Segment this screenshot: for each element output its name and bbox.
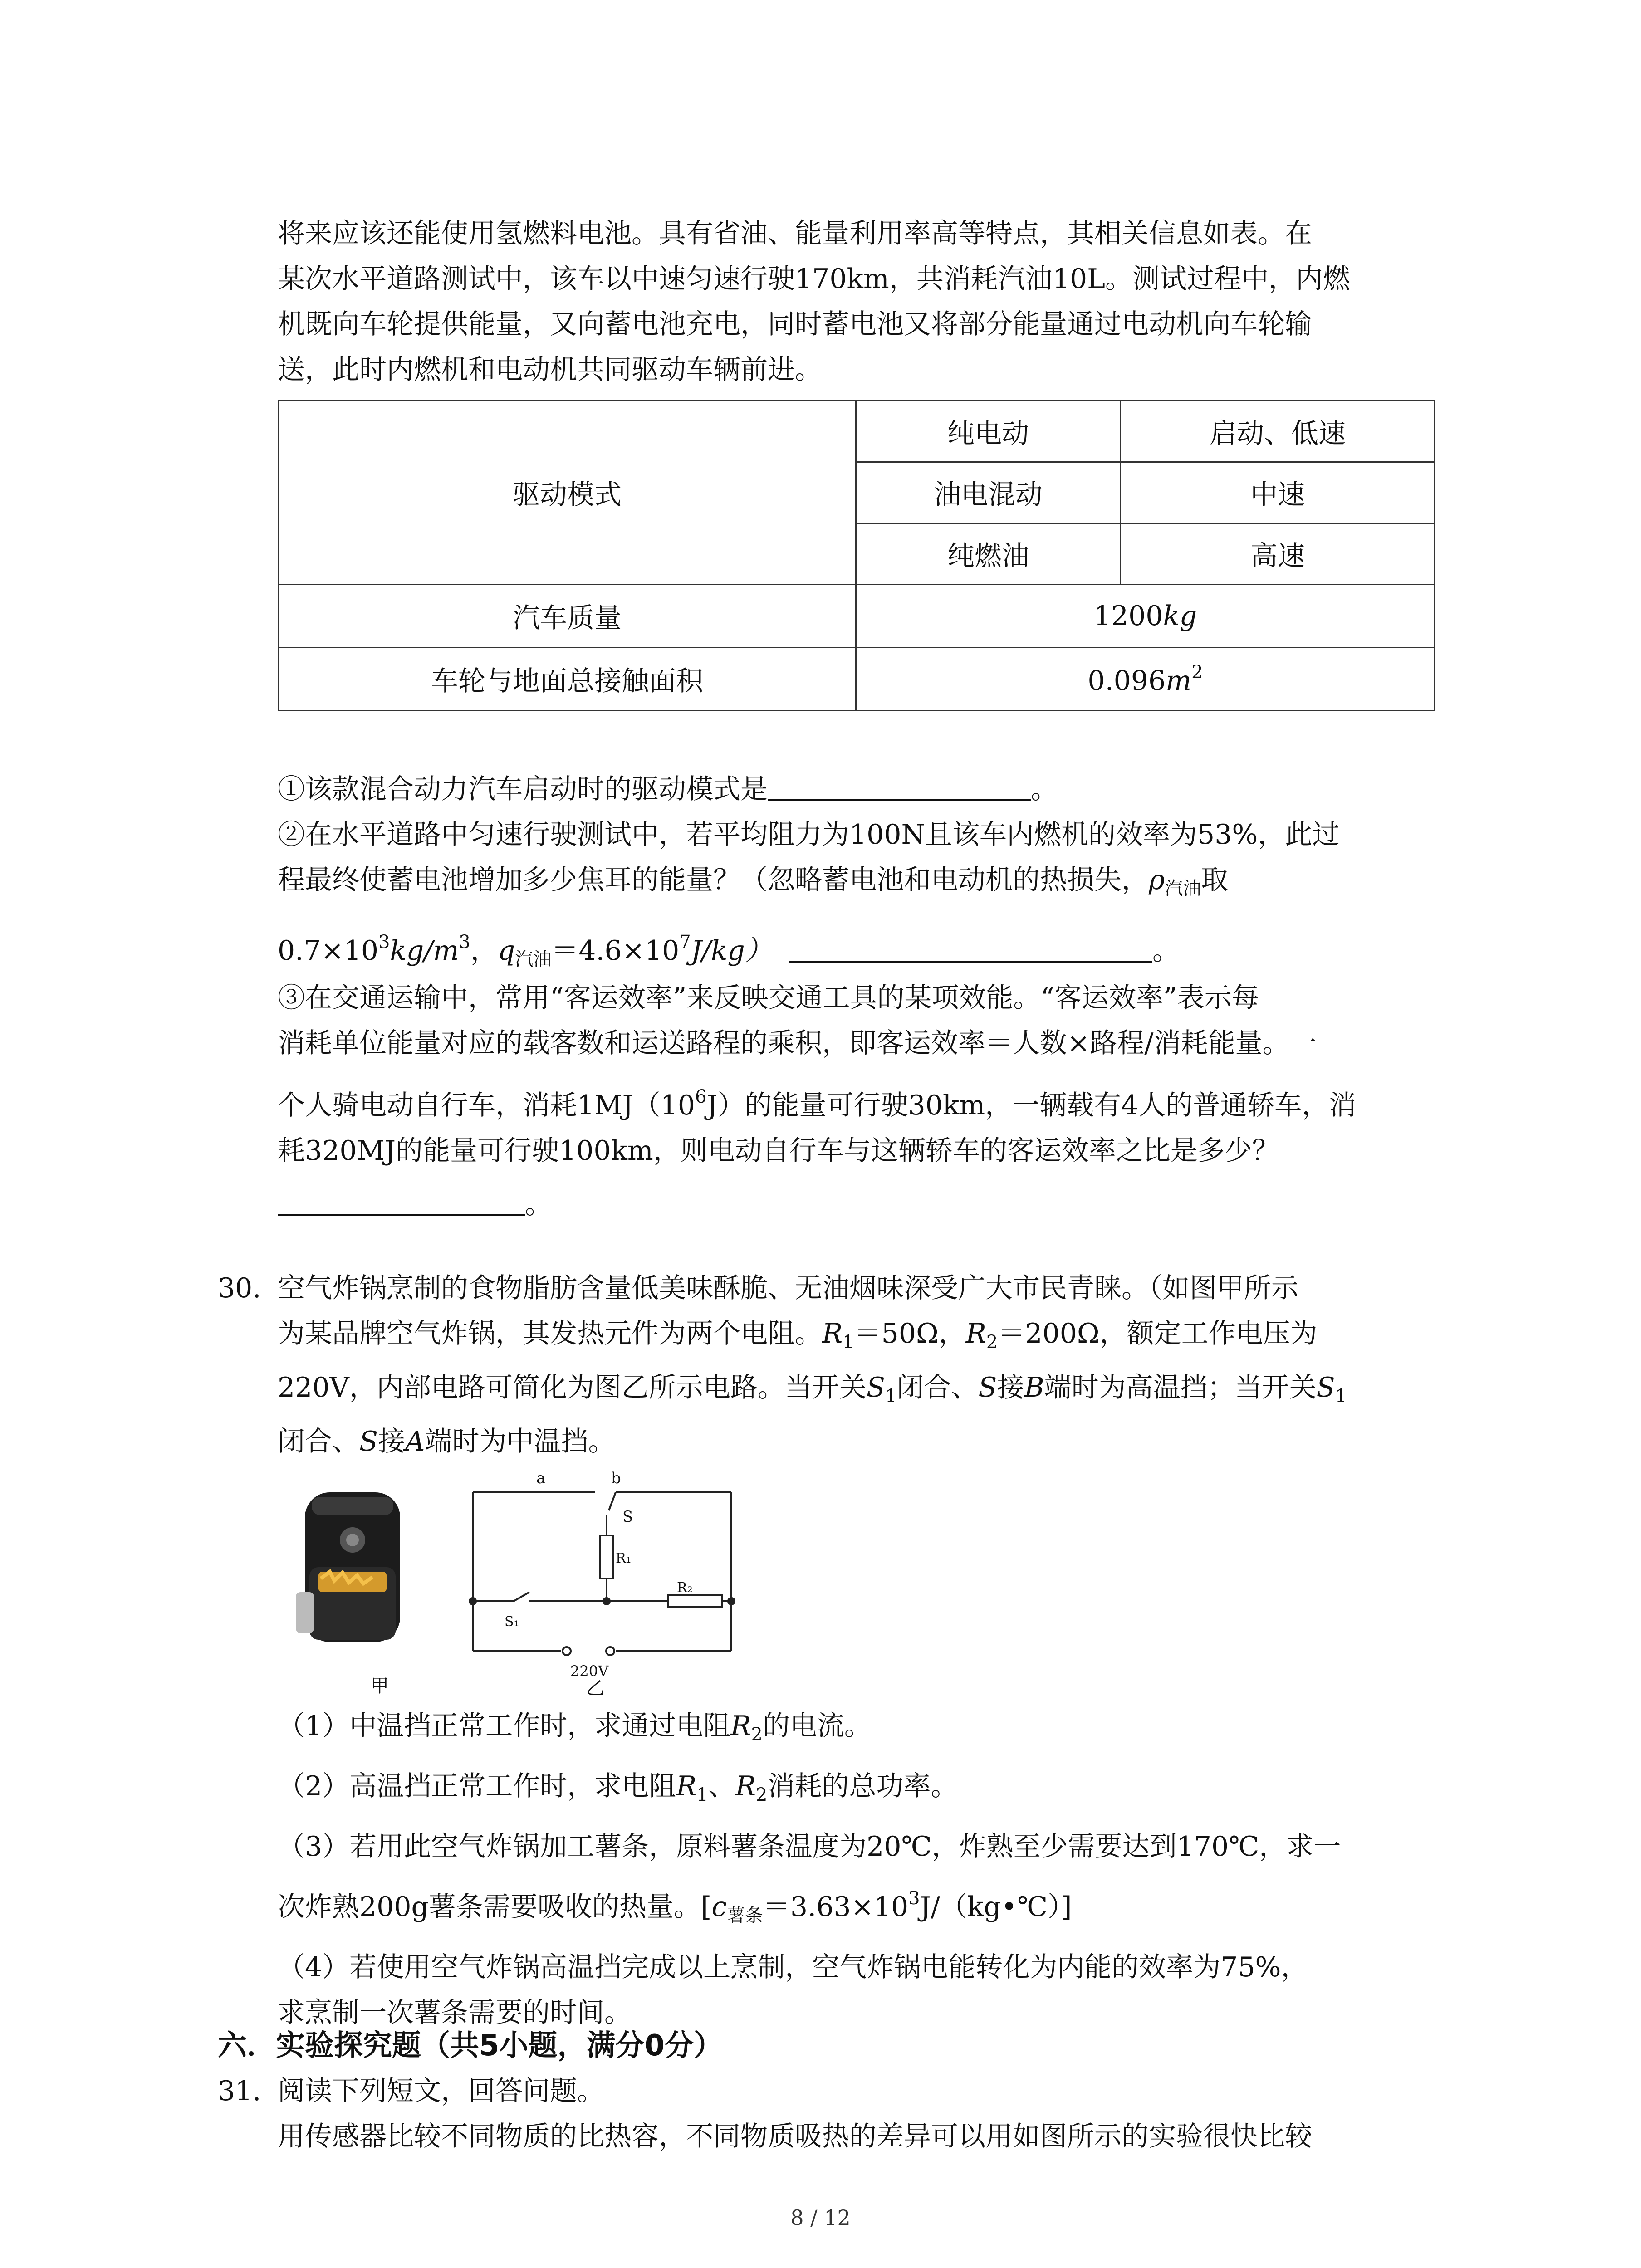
circuit-label-r1: R₁ [616, 1550, 632, 1566]
q30-stem: 空气炸锅烹制的食物脂肪含量低美味酥脆、无油烟味深受广大市民青睐。（如图甲所示 为某品牌空气炸锅，其发热元件为两个电阻。$R_1=50\Omega$，$R_2=200\Omega$，额定工作电压为 220V，内部电路可简化为图乙所示电路。当开关$S_1$闭合、S接B端时为高温挡；当开关$S_1$ 闭合、S接A端时为中温挡。 [278, 1272, 1347, 1457]
speed-cell: 高速 [1121, 523, 1435, 585]
air-fryer-image [296, 1492, 400, 1642]
question-number: 31. [218, 2075, 261, 2107]
mode-cell: 纯燃油 [856, 523, 1121, 585]
q31-stem: 阅读下列短文，回答问题。 用传感器比较不同物质的比热容，不同物质吸热的差异可以用如图所示的实验很快比较 [278, 2075, 1312, 2152]
figure-label-a: 甲 [371, 1676, 389, 1696]
q30-figure [278, 1465, 777, 1701]
intro-line: 将来应该还能使用氢燃料电池。具有省油、能量利用率高等特点，其相关信息如表。在 [278, 218, 1312, 249]
circuit-label-r2: R₂ [677, 1580, 693, 1596]
circuit-label-voltage: 220V [570, 1662, 609, 1680]
intro-line: 机既向车轮提供能量，又向蓄电池充电，同时蓄电池又将部分能量通过电动机向车轮输 [278, 308, 1312, 340]
intro-paragraph [278, 211, 1439, 392]
table-row [279, 401, 1435, 462]
intro-line: 送，此时内燃机和电动机共同驱动车辆前进。 [278, 354, 822, 386]
page-number: 8 / 12 [790, 2205, 851, 2230]
q30-subquestions: （1）中温挡正常工作时，求通过电阻$R_2$的电流。 （2）高温挡正常工作时，求电阻$R_1$、$R_2$消耗的总功率。 （3）若用此空气炸锅加工薯条，原料薯条温度为20℃，炸熟至少需要达到170℃，求一 次炸熟200g薯条需要吸收的热量。$[c_{薯条}=3.63\times 10^3J/(kg•℃)]$ （4）若使用空气炸锅高温挡完成以上烹制，空气炸锅电能转化为内能的效率为75%， 求烹制一次薯条需要的时间。 [278, 1710, 1341, 2028]
q29-sub2: ②在水平道路中匀速行驶测试中，若平均阻力为100N且该车内燃机的效率为53%，此过 程最终使蓄电池增加多少焦耳的能量？（忽略蓄电池和电动机的热损失，$\rho_{汽油}$取 $0.7\times 10^3kg/m^3$，$q_{汽油}=4.6\times 10^7J/kg$） 。 [278, 819, 1340, 970]
figure-label-b: 乙 [586, 1678, 604, 1699]
mode-cell: 纯电动 [856, 401, 1121, 462]
q29-sub1: ①该款混合动力汽车启动时的驱动模式是 。 [278, 773, 1058, 805]
circuit-diagram [470, 1492, 735, 1655]
mode-cell: 油电混动 [856, 462, 1121, 523]
q29-sub3: ③在交通运输中，常用“客运效率”来反映交通工具的某项效能。“客运效率”表示每 消耗单位能量对应的载客数和运送路程的乘积，即客运效率＝人数×路程/消耗能量。一 个人骑电动自行车，消耗$1MJ(10^6J)$的能量可行驶30km，一辆载有4人的普通轿车，消 耗320MJ的能量可行驶100km，则电动自行车与这辆轿车的客运效率之比是多少？ 。 [278, 982, 1357, 1220]
answer-blank[interactable] [768, 773, 1031, 801]
circuit-label-b: b [611, 1469, 621, 1487]
speed-cell: 启动、低速 [1121, 401, 1435, 462]
area-label: 车轮与地面总接触面积 [279, 648, 856, 711]
circuit-label-s: S [622, 1508, 633, 1526]
answer-blank[interactable] [789, 934, 1152, 963]
drive-mode-label: 驱动模式 [279, 401, 856, 585]
question-number: 30. [218, 1272, 261, 1304]
area-value: $0.096m^2$ [856, 648, 1435, 711]
speed-cell: 中速 [1121, 462, 1435, 523]
answer-blank[interactable] [278, 1188, 525, 1216]
intro-line: 某次水平道路测试中，该车以中速匀速行驶170km，共消耗汽油10L。测试过程中，内燃 [278, 263, 1350, 295]
circuit-label-a: a [536, 1469, 546, 1487]
table-row [279, 585, 1435, 648]
circuit-label-s1: S₁ [505, 1614, 519, 1630]
mass-value: 1200kg [856, 585, 1435, 648]
section-heading: 六．实验探究题（共5小题，满分0分） [218, 2029, 723, 2063]
table-row [279, 648, 1435, 711]
car-info-table [278, 400, 1435, 711]
mass-label: 汽车质量 [279, 585, 856, 648]
